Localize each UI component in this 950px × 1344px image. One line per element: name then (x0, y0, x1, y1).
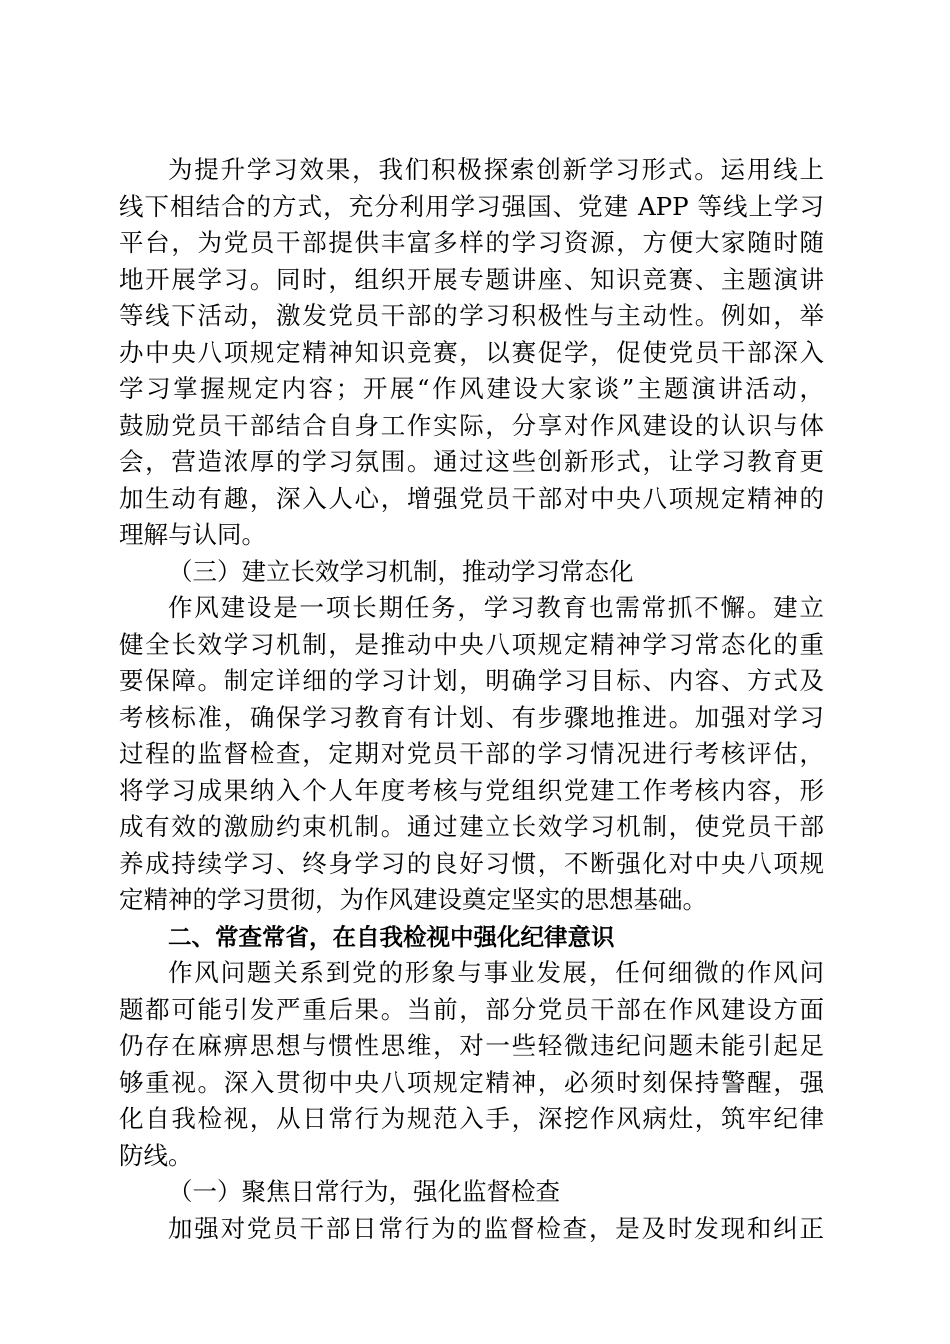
paragraph-line: 会，营造浓厚的学习氛围。通过这些创新形式，让学习教育更 (119, 447, 824, 476)
paragraph-line: 化自我检视，从日常行为规范入手，深挖作风病灶，筑牢纪律 (119, 1104, 824, 1133)
paragraph-line: 题都可能引发严重后果。当前，部分党员干部在作风建设方面 (119, 994, 824, 1024)
paragraph-last-line: 理解与认同。 (119, 520, 266, 549)
subsection-heading: （一）聚焦日常行为，强化监督检查 (168, 1177, 560, 1206)
paragraph-line: 将学习成果纳入个人年度考核与党组织党建工作考核内容，形 (119, 775, 824, 805)
paragraph-line: 过程的监督检查，定期对党员干部的学习情况进行考核评估， (119, 739, 824, 768)
paragraph-line: 办中央八项规定精神知识竞赛，以赛促学，促使党员干部深入 (119, 337, 824, 367)
paragraph-line: 线下相结合的方式，充分利用学习强国、党建 APP 等线上学习 (119, 191, 824, 221)
paragraph-line: 等线下活动，激发党员干部的学习积极性与主动性。例如，举 (119, 301, 824, 330)
paragraph-first-line: 作风问题关系到党的形象与事业发展，任何细微的作风问 (168, 958, 824, 987)
document-body (119, 152, 824, 1247)
paragraph-line: 够重视。深入贯彻中央八项规定精神，必须时刻保持警醒，强 (119, 1067, 824, 1097)
paragraph-line: 加生动有趣，深入人心，增强党员干部对中央八项规定精神的 (119, 483, 824, 513)
paragraph-line: 地开展学习。同时，组织开展专题讲座、知识竞赛、主题演讲 (119, 264, 824, 294)
section-heading: 二、常查常省，在自我检视中强化纪律意识 (168, 922, 615, 951)
paragraph-first-line: 加强对党员干部日常行为的监督检查，是及时发现和纠正 (168, 1213, 824, 1243)
paragraph-first-line: 作风建设是一项长期任务，学习教育也需常抓不懈。建立 (168, 593, 824, 622)
paragraph-line: 学习掌握规定内容；开展“作风建设大家谈”主题演讲活动， (119, 374, 824, 403)
paragraph-line: 成有效的激励约束机制。通过建立长效学习机制，使党员干部 (119, 812, 824, 841)
paragraph-line: 平台，为党员干部提供丰富多样的学习资源，方便大家随时随 (119, 228, 824, 257)
paragraph-line: 考核标准，确保学习教育有计划、有步骤地推进。加强对学习 (119, 702, 824, 732)
paragraph-line: 要保障。制定详细的学习计划，明确学习目标、内容、方式及 (119, 666, 824, 695)
paragraph-last-line: 定精神的学习贯彻，为作风建设奠定坚实的思想基础。 (119, 885, 707, 914)
paragraph-line: 健全长效学习机制，是推动中央八项规定精神学习常态化的重 (119, 629, 824, 659)
subsection-heading: （三）建立长效学习机制，推动学习常态化 (168, 556, 634, 586)
paragraph-line: 仍存在麻痹思想与惯性思维，对一些轻微违纪问题未能引起足 (119, 1031, 824, 1060)
paragraph-line: 养成持续学习、终身学习的良好习惯，不断强化对中央八项规 (119, 848, 824, 878)
paragraph-first-line: 为提升学习效果，我们积极探索创新学习形式。运用线上 (168, 155, 824, 184)
paragraph-last-line: 防线。 (119, 1140, 193, 1170)
paragraph-line: 鼓励党员干部结合自身工作实际，分享对作风建设的认识与体 (119, 410, 824, 440)
